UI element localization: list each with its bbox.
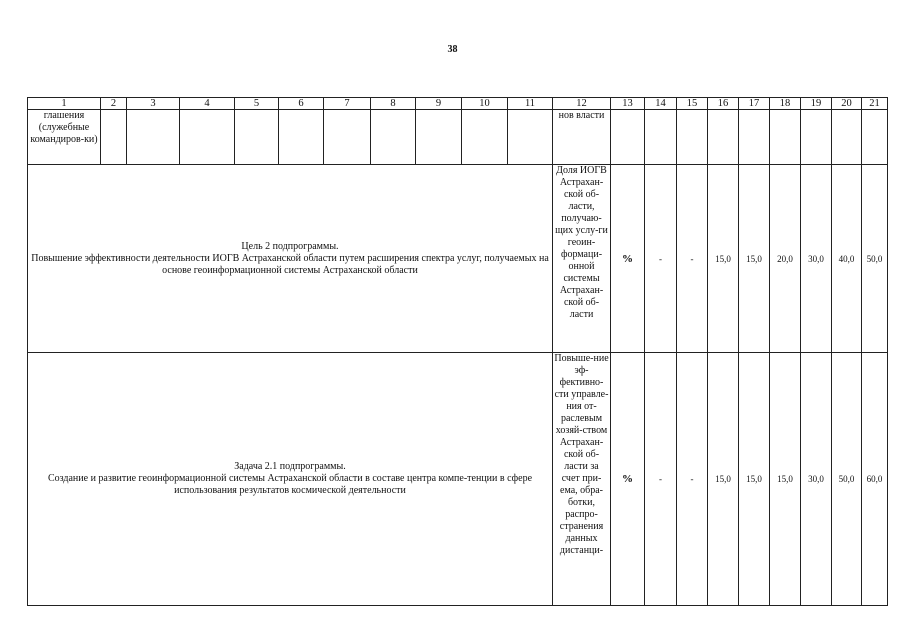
header-cell: 18 [770,98,801,110]
header-cell: 8 [371,98,416,110]
table-cell [645,110,677,165]
table-cell [371,110,416,165]
task-value-15: - [677,353,708,606]
header-cell: 2 [101,98,127,110]
task-cell [28,353,553,606]
goal-value-14: - [645,165,677,353]
task-value-16: 15,0 [708,353,739,606]
goal-value-20: 40,0 [832,165,862,353]
header-cell: 20 [832,98,862,110]
table-cell [801,110,832,165]
header-cell: 7 [324,98,371,110]
table-cell [611,110,645,165]
table-cell [416,110,462,165]
table-row [28,110,888,165]
table-cell [462,110,508,165]
task-value-21: 60,0 [862,353,888,606]
header-cell: 11 [508,98,553,110]
goal-value-15: - [677,165,708,353]
table-cell [101,110,127,165]
header-cell: 15 [677,98,708,110]
header-cell: 9 [416,98,462,110]
table-cell [324,110,371,165]
goal-cell [28,165,553,353]
goal-value-19: 30,0 [801,165,832,353]
table-cell [180,110,235,165]
goal-value-17: 15,0 [739,165,770,353]
task-value-17: 15,0 [739,353,770,606]
header-cell: 3 [127,98,180,110]
task-value-19: 30,0 [801,353,832,606]
task-title: Задача 2.1 подпрограммы. [234,461,346,472]
header-cell: 17 [739,98,770,110]
goal-value-18: 20,0 [770,165,801,353]
continuation-indicator: нов власти [553,110,611,165]
table-cell [770,110,801,165]
table-cell [235,110,279,165]
header-cell: 1 [28,98,101,110]
table-cell [862,110,888,165]
table-cell [739,110,770,165]
continuation-text: глашения (служебные командиров-ки) [28,110,101,165]
header-cell: 13 [611,98,645,110]
page-number: 38 [447,44,458,55]
indicators-table [27,97,888,606]
task-indicator: Повыше-ние эф-фективно-сти управле-ния от-раслевым хозяй-ством Астрахан-ской об-ласти за счет при-ема, обра-ботки, распро-странения данных дистанци- [553,353,611,606]
header-cell: 4 [180,98,235,110]
header-cell: 6 [279,98,324,110]
task-value-18: 15,0 [770,353,801,606]
task-unit: % [611,353,645,606]
goal-unit: % [611,165,645,353]
header-cell: 14 [645,98,677,110]
header-cell: 5 [235,98,279,110]
table-cell [508,110,553,165]
header-cell: 16 [708,98,739,110]
goal-title: Цель 2 подпрограммы. [241,240,339,252]
task-text: Создание и развитие геоинформационной системы Астраханской области в составе центра компе-тенции в сфере использования результатов космической деятельности [47,473,533,496]
table-row [28,165,888,353]
table-cell [279,110,324,165]
table-cell [832,110,862,165]
task-value-20: 50,0 [832,353,862,606]
header-cell: 19 [801,98,832,110]
table-cell [708,110,739,165]
goal-indicator: Доля ИОГВ Астрахан-ской об-ласти, получаю-щих услу-ги геоин-формаци-онной системы Астрахан-ской об-ласти [553,165,611,353]
header-cell: 21 [862,98,888,110]
goal-text: Повышение эффективности деятельности ИОГВ Астраханской области путем расширения спектра услуг, получаемых на основе геоинформационной системы Астраханской области [31,252,549,276]
table-cell [677,110,708,165]
header-row [28,98,888,110]
task-value-14: - [645,353,677,606]
goal-value-21: 50,0 [862,165,888,353]
goal-value-16: 15,0 [708,165,739,353]
header-cell: 12 [553,98,611,110]
header-cell: 10 [462,98,508,110]
table-row [28,353,888,606]
table-cell [127,110,180,165]
